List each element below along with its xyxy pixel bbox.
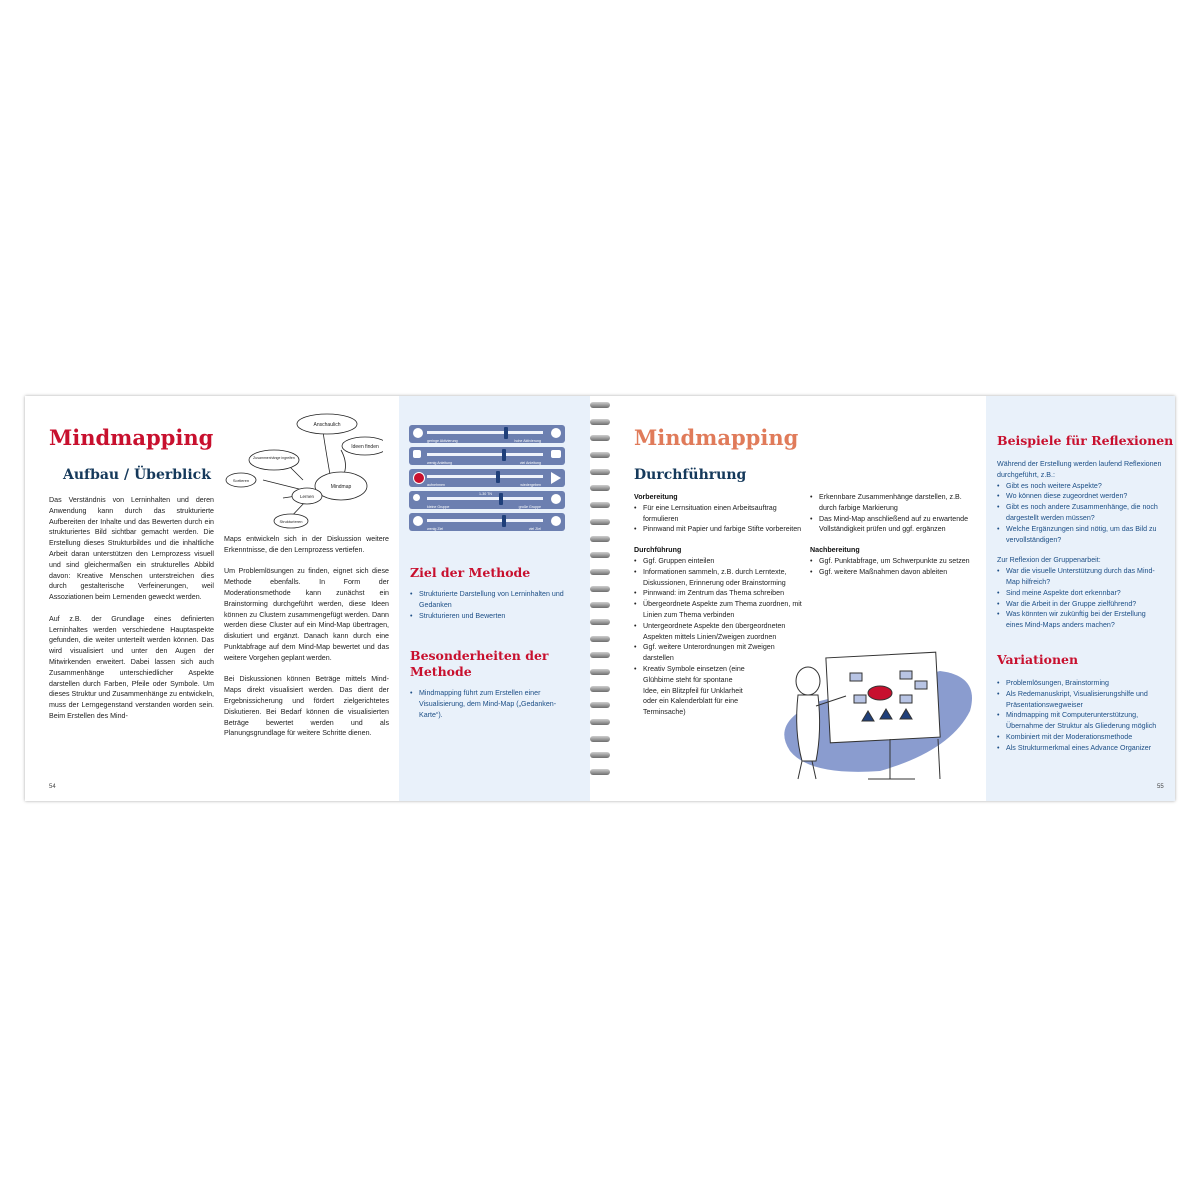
slider-knob	[504, 427, 508, 439]
spiral-ring	[590, 552, 610, 558]
mindmap-node-zusammenhaenge	[249, 450, 299, 470]
paragraph: Maps entwickeln sich in der Diskussion weitere Erkenntnisse, die den Lernprozess vertiefen.	[224, 535, 389, 554]
spiral-ring	[590, 502, 610, 508]
record-icon	[413, 472, 425, 484]
slider-guidance	[409, 447, 565, 465]
right-page	[610, 396, 1175, 801]
slider-label: hohe Aktivierung	[514, 438, 541, 443]
left-page	[25, 396, 590, 801]
spiral-binding	[590, 402, 610, 797]
post-heading: Nachbereitung	[810, 546, 860, 555]
mindmap-label: Mindmap	[330, 484, 352, 490]
spiral-ring	[590, 452, 610, 458]
spiral-ring	[590, 686, 610, 692]
exec-heading: Durchführung	[634, 546, 682, 555]
list-item: • Erkennbare Zusammenhänge darstellen, z.B. durch farbige Markierung	[810, 492, 980, 514]
list-item: • Als Redemanuskript, Visualisierungshilfe und Präsentationswegweiser	[997, 689, 1164, 711]
variations-list	[997, 678, 1164, 754]
variations-heading: Variationen	[997, 652, 1079, 667]
list-item: • War die Arbeit in der Gruppe zielführend?	[997, 599, 1164, 610]
right-page-title: Mindmapping	[634, 425, 799, 450]
slider-activation	[409, 425, 565, 443]
goal-heading: Ziel der Methode	[410, 565, 531, 580]
spiral-ring	[590, 652, 610, 658]
slider-goal	[409, 513, 565, 531]
list-item: • Wo können diese zugeordnet werden?	[997, 491, 1164, 502]
slider-label: wenig Ziel	[427, 526, 444, 531]
group-icon	[551, 494, 561, 504]
speech-icon	[551, 450, 561, 458]
mindmap-sketch	[223, 410, 383, 540]
slider-group-size	[409, 491, 565, 509]
full-circle-icon	[551, 516, 561, 526]
right-column-2	[810, 492, 980, 578]
list-item: • Ggf. Punktabfrage, um Schwerpunkte zu setzen	[810, 556, 980, 567]
paragraph: Auf z.B. der Grundlage eines definierten Lerninhaltes werden verschiedene Hauptaspekte gefunden, die weiter unterteilt werden können. Das wird visualisiert und unter den Augen der Mitwirkenden erweitert. Dabei lassen sich auch Zusammenhänge unterschiedlicher Aspekte darstellen durch Farben, Pfeile oder Symbole. Um dieses Struktur und Zusammenhänge zu entwickeln, muss der Lerngegenstand verstanden worden sein. Beim Erstellen des Mind-	[49, 614, 214, 720]
slider-label: aufnehmen	[427, 482, 445, 487]
spiral-ring	[590, 569, 610, 575]
list-item: • Ggf. weitere Unterordnungen mit Zweigen darstellen	[634, 642, 802, 664]
reflect-block	[997, 459, 1164, 631]
spiral-ring	[590, 519, 610, 525]
list-item: • Informationen sammeln, z.B. durch Lerntexte, Diskussionen, Erinnerung oder Brainstorming	[634, 567, 802, 589]
list-item: • Ggf. weitere Maßnahmen davon ableiten	[810, 567, 980, 578]
pie-icon	[413, 516, 423, 526]
spiral-ring	[590, 769, 610, 775]
list-item: • Strukturieren und Bewerten	[410, 611, 575, 622]
spiral-ring	[590, 419, 610, 425]
prep-heading: Vorbereitung	[634, 493, 678, 501]
list-item: • Welche Ergänzungen sind nötig, um das Bild zu vervollständigen?	[997, 524, 1164, 546]
slider-recording	[409, 469, 565, 487]
paragraph: Um Problemlösungen zu finden, eignet sich diese Methode ebenfalls. In Form der Moderationsmethode kann zunächst ein Brainstorming durchgeführt werden, diese Ideen können zu Clustern zusammengefügt werden. Dann werden diese Cluster auf ein Mind-Map übertragen, diskutiert und ergänzt. Danach kann durch eine Punktabfrage auf dem Mind-Map bewertet und das weitere Vorgehen geplant werden.	[224, 567, 389, 662]
person-icon	[413, 428, 423, 438]
mindmap-label: Ideen finden	[351, 444, 379, 450]
list-item: • Gibt es noch andere Zusammenhänge, die noch dargestellt werden müssen?	[997, 502, 1164, 524]
slider-knob	[502, 449, 506, 461]
left-page-subtitle: Aufbau / Überblick	[63, 467, 211, 483]
list-item: • Das Mind-Map anschließend auf zu erwartende Vollständigkeit prüfen und ggf. ergänzen	[810, 514, 980, 536]
mindmap-label: Anschaulich	[313, 422, 341, 428]
list-item: • Gibt es noch weitere Aspekte?	[997, 481, 1164, 492]
slider-knob	[502, 515, 506, 527]
list-item: • Kreativ Symbole einsetzen (eine Glühbirne steht für spontane Idee, ein Blitzpfeil für Unklarheit oder ein Kalenderblatt für eine Terminsache)	[634, 664, 802, 718]
mindmap-label: Strukturieren	[279, 519, 303, 524]
slider-label: wiedergeben	[520, 482, 541, 487]
list-item: • War die visuelle Unterstützung durch das Mind-Map hilfreich?	[997, 566, 1164, 588]
list-item: • Mindmapping führt zum Erstellen einer Visualisierung, dem Mind-Map („Gedanken-Karte“).	[410, 688, 570, 720]
slider-label: viel Anleitung	[519, 460, 541, 465]
spiral-ring	[590, 736, 610, 742]
play-icon	[551, 472, 561, 484]
slider-knob	[499, 493, 503, 505]
list-item: • Für eine Lernsituation einen Arbeitsauftrag formulieren	[634, 503, 802, 525]
slider-label: 1-30 TN	[479, 492, 492, 496]
list-item: • Ggf. Gruppen einteilen	[634, 556, 802, 567]
spiral-ring	[590, 536, 610, 542]
reflect-heading: Beispiele für Reflexionen	[997, 433, 1174, 448]
special-list	[410, 688, 570, 720]
list-item: • Strukturierte Darstellung von Lerninhalten und Gedanken	[410, 589, 575, 611]
running-person-icon	[551, 428, 561, 438]
spiral-ring	[590, 752, 610, 758]
spiral-ring	[590, 469, 610, 475]
spiral-ring	[590, 669, 610, 675]
right-page-subtitle: Durchführung	[634, 467, 747, 483]
spiral-ring	[590, 435, 610, 441]
left-column-2	[224, 534, 389, 750]
presenter-illustration	[750, 651, 980, 786]
list-item: • Kombiniert mit der Moderationsmethode	[997, 732, 1164, 743]
left-sidebar	[399, 396, 590, 801]
list-item: • Als Strukturmerkmal eines Advance Organizer	[997, 743, 1164, 754]
page-number: 55	[1157, 784, 1164, 790]
list-item: • Problemlösungen, Brainstorming	[997, 678, 1164, 689]
list-item: • Pinnwand: im Zentrum das Thema schreiben	[634, 588, 802, 599]
mindmap-label: Zusammenhänge ingreifen	[253, 456, 295, 460]
slider-label: wenig Anleitung	[427, 460, 453, 465]
mindmap-label: Lernen	[299, 494, 315, 499]
reflect-intro: Während der Erstellung werden laufend Reflexionen durchgeführt, z.B.:	[997, 460, 1162, 479]
left-column-1	[49, 495, 214, 733]
slider-label: geringe Aktivierung	[427, 438, 458, 443]
list-item: • Was könnten wir zukünftig bei der Erstellung eines Mind-Maps anders machen?	[997, 609, 1164, 631]
comment-icon	[413, 450, 421, 458]
spiral-ring	[590, 719, 610, 725]
list-item: • Pinnwand mit Papier und farbige Stifte vorbereiten	[634, 524, 802, 535]
list-item: • Sind meine Aspekte dort erkennbar?	[997, 588, 1164, 599]
book-spread	[25, 396, 1175, 801]
list-item: • Übergeordnete Aspekte zum Thema zuordnen, mit Linien zum Thema verbinden	[634, 599, 802, 621]
goal-list	[410, 589, 575, 621]
slider-label: kleine Gruppe	[427, 504, 450, 509]
spiral-ring	[590, 485, 610, 491]
spiral-ring	[590, 702, 610, 708]
list-item: • Mindmapping mit Computerunterstützung, Übernahme der Struktur als Gliederung möglich	[997, 710, 1164, 732]
method-sliders	[409, 425, 565, 535]
group-intro: Zur Reflexion der Gruppenarbeit:	[997, 556, 1101, 565]
slider-label: viel Ziel	[528, 526, 541, 531]
spiral-ring	[590, 402, 610, 408]
slider-knob	[496, 471, 500, 483]
spiral-ring	[590, 602, 610, 608]
spiral-ring	[590, 636, 610, 642]
single-person-icon	[413, 494, 420, 501]
paragraph: Das Verständnis von Lerninhalten und deren Anwendung kann durch das strukturierte Aufbereiten der Inhalte und das Bewerten durch ein strukturiertes Bild sichtbar gemacht werden. Die Erstellung dieses Strukturbildes und die inhaltliche Arbeit daran unterstützen den Lernprozess visuell und sind gleichermaßen ein strukturelles Abbild davon: Kreative Menschen unterstreichen dies durch gestalterische Verfeinerungen, weil Assoziationen beim Lernenden geweckt werden.	[49, 496, 214, 602]
left-page-title: Mindmapping	[49, 425, 214, 450]
paragraph: Bei Diskussionen können Beträge mittels Mind-Maps direkt visualisiert werden. Das dient der Ergebnissicherung und fördert zielgerichtetes Diskutieren. Bei Bedarf können die visualisierten Beträge bewertet werden und als Planungsgrundlage für weitere Schritte dienen.	[224, 675, 389, 738]
slider-label: große Gruppe	[518, 504, 541, 509]
spiral-ring	[590, 586, 610, 592]
list-item: • Untergeordnete Aspekte den übergeordneten Aspekten mittels Linien/Zweigen zuordnen	[634, 621, 802, 643]
right-sidebar	[986, 396, 1175, 801]
special-heading: Besonderheiten der Methode	[410, 648, 549, 679]
spiral-ring	[590, 619, 610, 625]
page-number: 54	[49, 784, 56, 790]
mindmap-label: Sortieren	[232, 478, 250, 483]
